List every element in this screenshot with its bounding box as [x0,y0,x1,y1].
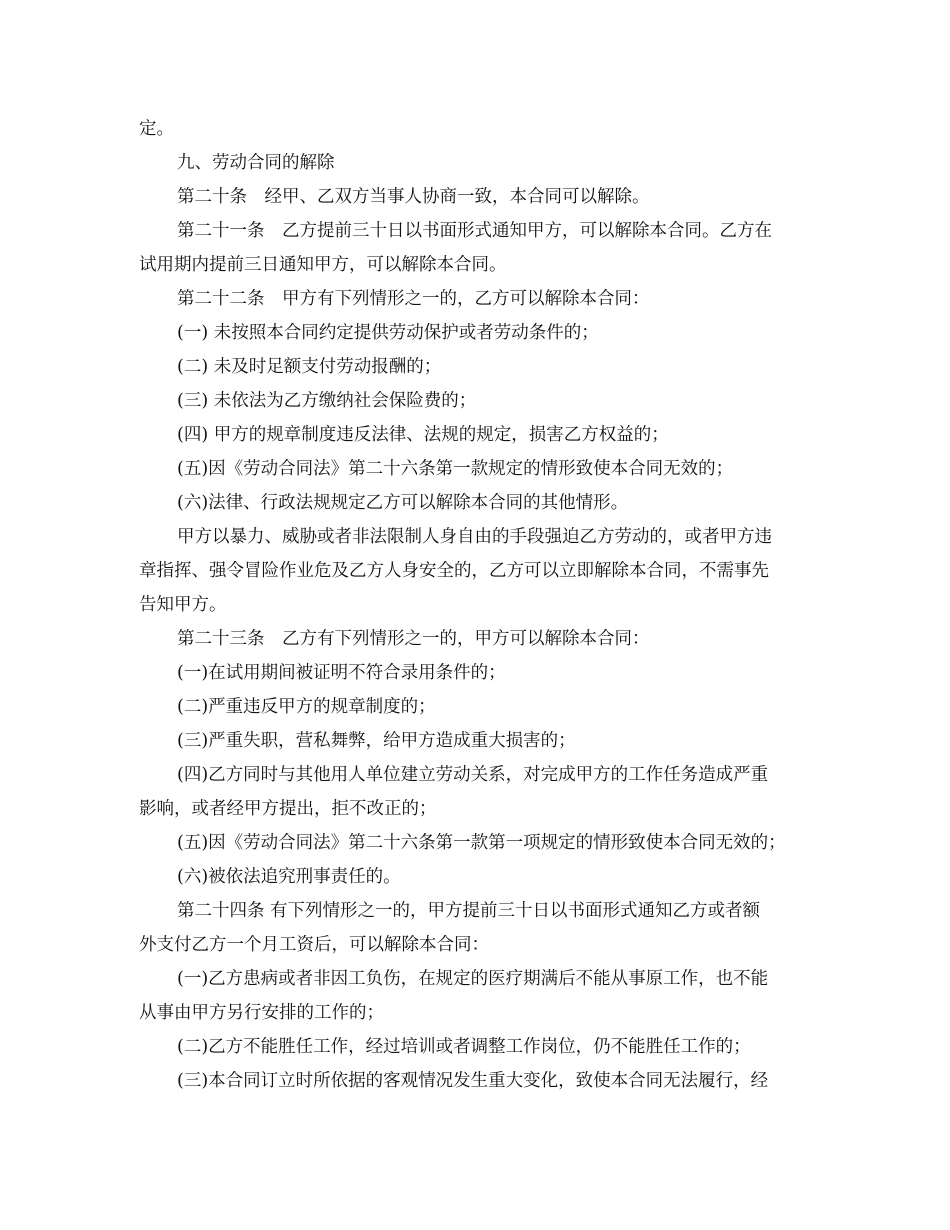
text-line: (三)本合同订立时所依据的客观情况发生重大变化，致使本合同无法履行，经 [177,1071,769,1091]
text-line: (六)法律、行政法规规定乙方可以解除本合同的其他情形。 [177,493,629,513]
text-line: 试用期内提前三日通知甲方，可以解除本合同。 [139,255,507,275]
text-line: 第二十一条 乙方提前三十日以书面形式通知甲方，可以解除本合同。乙方在 [177,221,772,241]
text-line: 第二十二条 甲方有下列情形之一的，乙方可以解除本合同： [177,289,650,309]
text-line: 影响，或者经甲方提出，拒不改正的； [139,799,437,819]
text-line: (一) 未按照本合同约定提供劳动保护或者劳动条件的； [177,323,599,343]
section-heading: 九、劳动合同的解除 [177,153,335,173]
text-line: (五)因《劳动合同法》第二十六条第一款规定的情形致使本合同无效的； [177,459,734,479]
text-line: (一)在试用期间被证明不符合录用条件的； [177,663,506,683]
text-line: (三) 未依法为乙方缴纳社会保险费的； [177,391,477,411]
text-line: 外支付乙方一个月工资后，可以解除本合同： [139,935,489,955]
text-line: 第二十四条 有下列情形之一的，甲方提前三十日以书面形式通知乙方或者额 [177,901,761,921]
text-line: 甲方以暴力、威胁或者非法限制人身自由的手段强迫乙方劳动的，或者甲方违 [177,527,772,547]
text-line: (六)被依法追究刑事责任的。 [177,867,401,887]
text-line: 告知甲方。 [139,595,227,615]
text-line: 从事由甲方另行安排的工作的； [139,1003,384,1023]
text-line: 章指挥、强令冒险作业危及乙方人身安全的，乙方可以立即解除本合同，不需事先 [139,561,769,581]
text-line: 第二十三条 乙方有下列情形之一的，甲方可以解除本合同： [177,629,650,649]
text-line: (四)乙方同时与其他用人单位建立劳动关系，对完成甲方的工作任务造成严重 [177,765,769,785]
text-line: (二) 未及时足额支付劳动报酬的； [177,357,442,377]
text-line: 第二十条 经甲、乙双方当事人协商一致，本合同可以解除。 [177,187,650,207]
text-line: (一)乙方患病或者非因工负伤，在规定的医疗期满后不能从事原工作，也不能 [177,969,769,989]
text-line: 定。 [139,119,174,139]
text-line: (五)因《劳动合同法》第二十六条第一款第一项规定的情形致使本合同无效的； [177,833,786,853]
text-line: (二)乙方不能胜任工作，经过培训或者调整工作岗位，仍不能胜任工作的； [177,1037,751,1057]
text-line: (三)严重失职，营私舞弊，给甲方造成重大损害的； [177,731,576,751]
text-line: (四) 甲方的规章制度违反法律、法规的规定，损害乙方权益的； [177,425,669,445]
text-line: (二)严重违反甲方的规章制度的； [177,697,436,717]
